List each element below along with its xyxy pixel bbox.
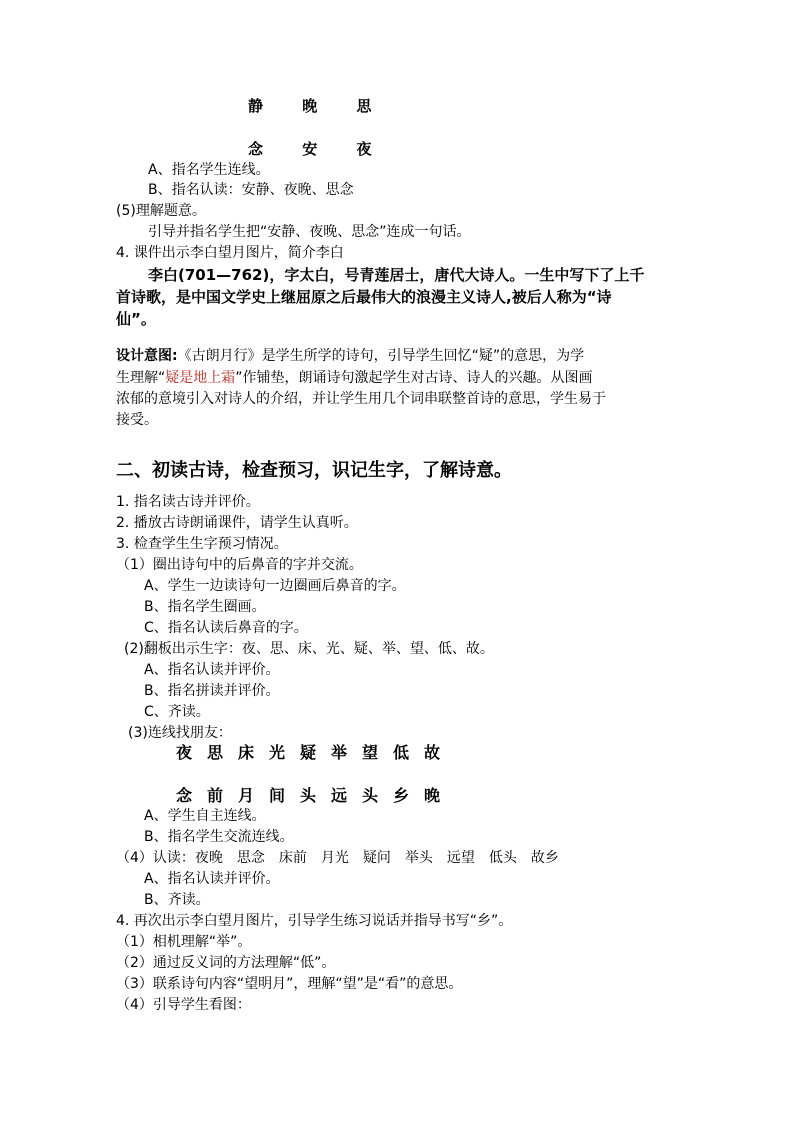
match-char: 头 [362, 786, 379, 805]
design-intent [116, 346, 584, 366]
match-char: 疑 [300, 743, 317, 762]
char: 静 [248, 97, 264, 115]
design-text: 接受。 [116, 412, 158, 428]
match-char: 思 [207, 743, 224, 762]
libai-intro: 李白(701—762)，字太白，号青莲居士，唐代大诗人。一生中写下了上千 [148, 266, 645, 284]
list-item: 4. 再次出示李白望月图片，引导学生练习说话并指导书写“乡”。 [116, 913, 513, 929]
match-char: 月 [238, 786, 255, 805]
list-item: （2）通过反义词的方法理解“低”。 [116, 955, 336, 971]
list-item: (3)连线找朋友： [128, 725, 232, 741]
char: 夜 [356, 140, 372, 158]
match-char: 乡 [393, 786, 410, 805]
libai-intro: 首诗歌，是中国文学史上继屈原之后最伟大的浪漫主义诗人,被后人称为“诗 [116, 288, 612, 306]
step-b: B、指名认读：安静、夜晚、思念 [148, 182, 354, 198]
char-row-2 [248, 139, 372, 159]
match-char: 念 [176, 786, 193, 805]
step-a: A、指名学生连线。 [148, 162, 270, 178]
list-item: A、指名认读并评价。 [144, 871, 280, 887]
char: 念 [248, 140, 264, 158]
match-char: 故 [424, 743, 441, 762]
list-item: （1）圈出诗句中的后鼻音的字并交流。 [116, 557, 363, 573]
match-char: 望 [362, 743, 379, 762]
list-item: （4）认读：夜晚 思念 床前 月光 疑问 举头 远望 低头 故乡 [116, 850, 559, 866]
match-char: 举 [331, 743, 348, 762]
list-item: （1）相机理解“举”。 [116, 934, 252, 950]
list-item: C、指名认读后鼻音的字。 [144, 620, 308, 636]
char: 安 [302, 140, 318, 158]
list-item: (2)翻板出示生字：夜、思、床、光、疑、举、望、低、故。 [124, 641, 494, 657]
match-char: 低 [393, 743, 410, 762]
list-item: A、指名认读并评价。 [144, 662, 280, 678]
char: 思 [356, 97, 372, 115]
design-intent [116, 368, 593, 388]
list-item: 3. 检查学生生字预习情况。 [116, 536, 288, 552]
list-item: （4）引导学生看图： [116, 997, 251, 1013]
design-text: ”作铺垫，朗诵诗句激起学生对古诗、诗人的兴趣。从图画 [235, 370, 593, 386]
match-char: 前 [207, 786, 224, 805]
step-text: 引导并指名学生把“安静、夜晚、思念”连成一句话。 [148, 224, 471, 240]
step-heading: 4. 课件出示李白望月图片，简介李白 [116, 245, 344, 261]
list-item: A、学生一边读诗句一边圈画后鼻音的字。 [144, 578, 406, 594]
match-char: 光 [269, 743, 286, 762]
list-item: C、齐读。 [144, 704, 210, 720]
design-text: 浓郁的意境引入对诗人的介绍，并让学生用几个词串联整首诗的意思，学生易于 [116, 391, 606, 407]
match-row-1 [176, 743, 455, 763]
list-item: （3）联系诗句内容“望明月”，理解“望”是“看”的意思。 [116, 976, 463, 992]
match-row-2 [176, 786, 455, 806]
match-char: 晚 [424, 786, 441, 805]
match-char: 头 [300, 786, 317, 805]
list-item: B、指名拼读并评价。 [144, 683, 280, 699]
list-item: B、齐读。 [144, 892, 210, 908]
list-item: B、指名学生交流连线。 [144, 829, 294, 845]
design-text: 《古朗月行》是学生所学的诗句，引导学生回忆“疑”的意思，为学 [177, 348, 585, 364]
match-char: 夜 [176, 743, 193, 762]
list-item: 2. 播放古诗朗诵课件，请学生认真听。 [116, 515, 358, 531]
design-text: 生理解“ [116, 370, 166, 386]
design-label: 设计意图: [116, 348, 178, 364]
list-item: B、指名学生圈画。 [144, 599, 266, 615]
list-item: 1. 指名读古诗并评价。 [116, 494, 260, 510]
char: 晚 [302, 97, 318, 115]
match-char: 间 [269, 786, 286, 805]
match-char: 远 [331, 786, 348, 805]
char-row-1 [248, 96, 372, 116]
match-char: 床 [238, 743, 255, 762]
list-item: A、学生自主连线。 [144, 808, 266, 824]
section-heading: 二、初读古诗，检查预习，识记生字，了解诗意。 [116, 460, 512, 481]
step-heading: (5)理解题意。 [116, 203, 206, 219]
libai-intro: 仙”。 [116, 310, 156, 328]
quote-red: 疑是地上霜 [165, 370, 236, 386]
